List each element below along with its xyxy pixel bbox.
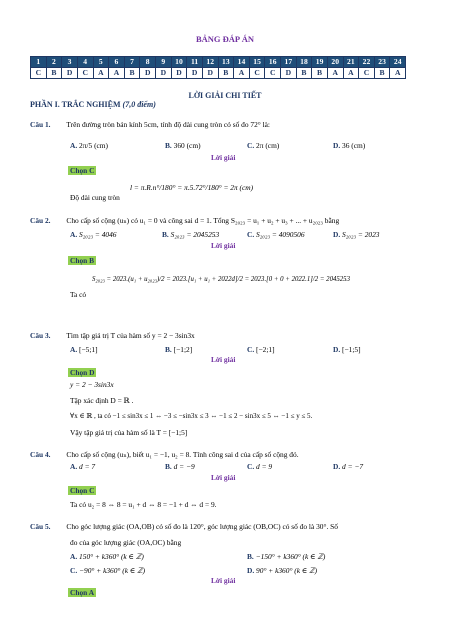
- answer-letter-cell: D: [171, 68, 187, 79]
- solution-label: Lời giải: [211, 153, 236, 162]
- answer-number-cell: 21: [343, 57, 359, 68]
- question-text: Cho cấp số cộng (uₙ), biết u₁ = −1, u₂ = 8. Tính công sai d của cấp số cộng đó.: [66, 450, 299, 459]
- choice-badge: Chọn B: [70, 256, 95, 265]
- answer-table-letter-row: [31, 68, 406, 79]
- answer-number-cell: 13: [218, 57, 234, 68]
- answer-letter-cell: C: [31, 68, 47, 79]
- choice-badge: Chọn C: [70, 166, 95, 175]
- answer-letter-cell: D: [202, 68, 218, 79]
- question-number: Câu 4.: [30, 450, 51, 459]
- answer-table-number-row: [31, 57, 406, 68]
- question-3: [30, 331, 195, 340]
- option-d: D. 36 (cm): [333, 141, 366, 150]
- option-b: B. d = −9: [165, 462, 195, 471]
- answer-letter-cell: D: [62, 68, 78, 79]
- option-b: B. S₂₀₂₃ = 2045253: [162, 230, 220, 239]
- answer-letter-cell: C: [249, 68, 265, 79]
- question-1: [30, 120, 270, 129]
- option-a: A. 2π/5 (cm): [70, 141, 109, 150]
- answer-letter-cell: B: [218, 68, 234, 79]
- part-heading: [30, 100, 156, 110]
- solution-label: Lời giải: [211, 355, 236, 364]
- question-2: [30, 216, 339, 225]
- answer-letter-cell: B: [312, 68, 328, 79]
- answer-number-cell: 9: [156, 57, 172, 68]
- question-number: Câu 1.: [30, 120, 51, 129]
- answer-number-cell: 5: [93, 57, 109, 68]
- answer-letter-cell: D: [156, 68, 172, 79]
- answer-number-cell: 14: [234, 57, 250, 68]
- solution-formula: l = π.R.n°/180° = π.5.72°/180° = 2π (cm): [130, 183, 254, 192]
- answer-letter-cell: A: [234, 68, 250, 79]
- answer-number-cell: 19: [312, 57, 328, 68]
- answer-letter-cell: A: [390, 68, 406, 79]
- option-d: D. [−1;5]: [333, 345, 361, 354]
- answer-number-cell: 8: [140, 57, 156, 68]
- option-a: A. S₂₀₂₃ = 4046: [70, 230, 117, 239]
- question-text-continued: đo của góc lượng giác (OA,OC) bằng: [70, 538, 182, 547]
- option-b: B. 360 (cm): [165, 141, 201, 150]
- answer-number-cell: 2: [46, 57, 62, 68]
- question-number: Câu 3.: [30, 331, 51, 340]
- answer-number-cell: 15: [249, 57, 265, 68]
- option-b: B. −150° + k360° (k ∈ ℤ): [247, 552, 326, 561]
- answer-number-cell: 18: [296, 57, 312, 68]
- answer-table: [30, 56, 406, 79]
- question-text: Trên đường tròn bán kính 5cm, tính độ dài cung tròn có số đo 72° là:: [66, 120, 270, 129]
- answer-letter-cell: D: [281, 68, 297, 79]
- solution-line-2: Tập xác định D = ℝ .: [70, 396, 134, 405]
- choice-badge: Chọn C: [70, 486, 95, 495]
- option-c: C. S₂₀₂₃ = 4090506: [247, 230, 305, 239]
- answer-letter-cell: D: [140, 68, 156, 79]
- question-text: Cho cấp số cộng (uₙ) có u₁ = 0 và công sai d = 1. Tổng S₂₀₂₃ = u₁ + u₂ + u₃ + ... + u₂₀₂₃ bằng: [66, 216, 340, 225]
- answer-number-cell: 6: [109, 57, 125, 68]
- answer-number-cell: 1: [31, 57, 47, 68]
- answer-number-cell: 22: [359, 57, 375, 68]
- solution-prefix: Ta có: [70, 290, 87, 299]
- answer-key-title: BẢNG ĐÁP ÁN: [195, 34, 255, 44]
- answer-number-cell: 17: [281, 57, 297, 68]
- answer-number-cell: 16: [265, 57, 281, 68]
- choice-badge: Chọn D: [70, 368, 95, 377]
- answer-letter-cell: C: [265, 68, 281, 79]
- solutions-title: LỜI GIẢI CHI TIẾT: [188, 91, 262, 100]
- answer-letter-cell: C: [77, 68, 93, 79]
- question-number: Câu 2.: [30, 216, 51, 225]
- answer-number-cell: 10: [171, 57, 187, 68]
- answer-letter-cell: B: [124, 68, 140, 79]
- solution-label: Lời giải: [211, 576, 236, 585]
- solution-line: Ta có u₂ = 8 ⇔ 8 = u₁ + d ⇔ 8 = −1 + d ⇔ d = 9.: [70, 500, 217, 509]
- part-label: PHẦN I. TRẮC NGHIỆM: [30, 100, 121, 109]
- answer-letter-cell: A: [343, 68, 359, 79]
- answer-letter-cell: B: [46, 68, 62, 79]
- answer-number-cell: 23: [374, 57, 390, 68]
- answer-number-cell: 12: [202, 57, 218, 68]
- choice-badge: Chọn A: [70, 588, 95, 597]
- solution-formula: S₂₀₂₃ = 2023.(u₁ + u₂₀₂₃)/2 = 2023.[u₁ + u₁ + 2022d]/2 = 2023.[0 + 0 + 2022.1]/2 = 2045253: [92, 276, 350, 283]
- answer-letter-cell: A: [327, 68, 343, 79]
- option-d: D. d = −7: [333, 462, 364, 471]
- question-text: Cho góc lượng giác (OA,OB) có số đo là 120°, góc lượng giác (OB,OC) có số đo là 30°. Số: [66, 522, 338, 531]
- option-a: A. [−5;1]: [70, 345, 98, 354]
- solution-text: Độ dài cung tròn: [70, 193, 120, 202]
- solution-line-3: ∀x ∈ ℝ , ta có −1 ≤ sin3x ≤ 1 ⇔ −3 ≤ −sin3x ≤ 3 ⇔ −1 ≤ 2 − sin3x ≤ 5 ⇔ −1 ≤ y ≤ 5.: [70, 412, 313, 420]
- answer-number-cell: 11: [187, 57, 203, 68]
- answer-number-cell: 4: [77, 57, 93, 68]
- answer-number-cell: 3: [62, 57, 78, 68]
- question-text: Tìm tập giá trị T của hàm số y = 2 − 3sin3x: [66, 331, 195, 340]
- answer-letter-cell: B: [374, 68, 390, 79]
- solution-line-1: y = 2 − 3sin3x: [70, 380, 114, 389]
- answer-letter-cell: D: [187, 68, 203, 79]
- answer-number-cell: 20: [327, 57, 343, 68]
- option-a: A. d = 7: [70, 462, 96, 471]
- answer-letter-cell: A: [93, 68, 109, 79]
- solution-line-4: Vậy tập giá trị của hàm số là T = [−1;5]: [70, 428, 188, 437]
- answer-number-cell: 7: [124, 57, 140, 68]
- solution-label: Lời giải: [211, 473, 236, 482]
- option-c: C. 2π (cm): [247, 141, 280, 150]
- question-number: Câu 5.: [30, 522, 51, 531]
- option-a: A. 150° + k360° (k ∈ ℤ): [70, 552, 144, 561]
- option-d: D. 90° + k360° (k ∈ ℤ): [247, 566, 318, 575]
- question-5: [30, 522, 338, 531]
- option-b: B. [−1;2]: [165, 345, 193, 354]
- answer-letter-cell: C: [359, 68, 375, 79]
- answer-letter-cell: B: [296, 68, 312, 79]
- option-d: D. S₂₀₂₃ = 2023: [333, 230, 380, 239]
- part-points: (7,0 điểm): [122, 100, 156, 109]
- option-c: C. [−2;1]: [247, 345, 275, 354]
- question-4: [30, 450, 299, 459]
- answer-number-cell: 24: [390, 57, 406, 68]
- option-c: C. −90° + k360° (k ∈ ℤ): [70, 566, 146, 575]
- solution-label: Lời giải: [211, 241, 236, 250]
- option-c: C. d = 9: [247, 462, 273, 471]
- answer-letter-cell: A: [109, 68, 125, 79]
